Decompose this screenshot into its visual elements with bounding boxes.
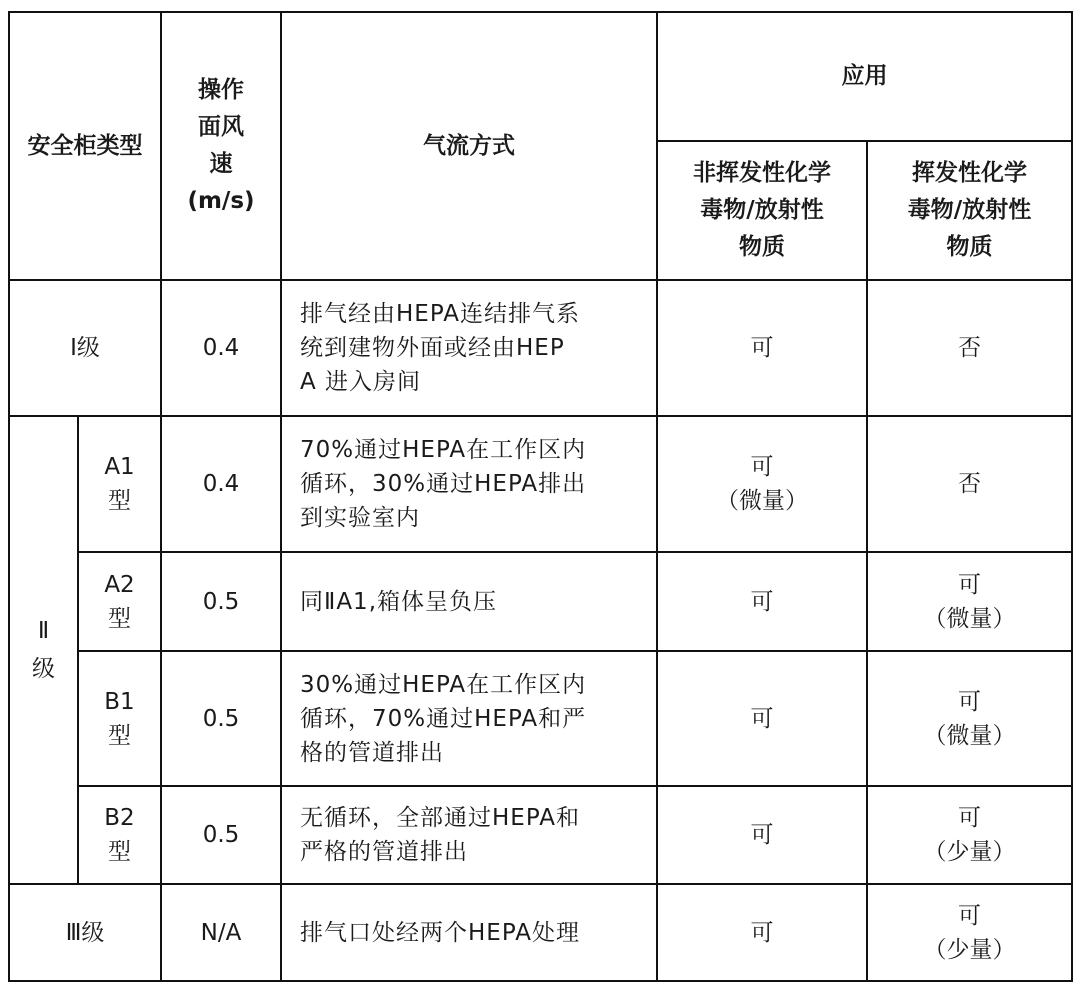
- airflow-line: 同ⅡA1,箱体呈负压: [300, 588, 497, 615]
- airflow-cell: [281, 552, 657, 651]
- non-volatile-cell: [657, 651, 867, 786]
- header-volatile: [867, 141, 1072, 280]
- airflow-line: 30%通过HEPA在工作区内: [300, 671, 587, 698]
- subtype-label: 型: [108, 839, 131, 865]
- header-line: 毒物/放射性: [907, 197, 1032, 223]
- volatile-cell: [867, 884, 1072, 981]
- application-value: 否: [958, 471, 981, 497]
- application-value: 可: [750, 822, 774, 848]
- non-volatile-cell: [657, 280, 867, 416]
- class-cell: [9, 416, 78, 884]
- volatile-cell: [867, 280, 1072, 416]
- airflow-line: 严格的管道排出: [300, 839, 468, 865]
- application-note: （少量）: [923, 839, 1016, 865]
- application-value: 可: [958, 805, 981, 831]
- application-value: 可: [958, 571, 981, 598]
- application-value: 可: [958, 688, 981, 715]
- application-value: 可: [750, 919, 774, 946]
- velocity-cell: [161, 651, 281, 786]
- airflow-line: 统到建物外面或经由HEP: [300, 335, 565, 361]
- application-value: 否: [958, 335, 981, 361]
- table-row: [9, 884, 1072, 981]
- airflow-cell: [281, 280, 657, 416]
- class-label: Ⅰ级: [70, 335, 100, 361]
- biosafety-cabinet-table: [8, 11, 1073, 982]
- non-volatile-cell: [657, 786, 867, 884]
- airflow-line: 排气口处经两个HEPA处理: [300, 919, 580, 946]
- velocity-cell: [161, 552, 281, 651]
- velocity-cell: [161, 884, 281, 981]
- application-value: 可: [958, 902, 981, 929]
- header-line: 物质: [946, 234, 993, 260]
- velocity-cell: [161, 280, 281, 416]
- header-line: 毒物/放射性: [700, 197, 824, 223]
- subtype-label: 型: [108, 488, 131, 514]
- velocity-value: 0.4: [202, 471, 240, 497]
- table-row: [9, 280, 1072, 416]
- subtype-label: B1: [104, 688, 135, 715]
- header-cabinet-type: [9, 12, 161, 280]
- header-face-velocity-line: 速: [209, 151, 233, 177]
- application-value: 可: [750, 588, 774, 615]
- velocity-cell: [161, 786, 281, 884]
- class-cell: [9, 280, 161, 416]
- subtype-cell: [78, 651, 161, 786]
- subtype-label: B2: [104, 805, 135, 831]
- class-label: Ⅲ级: [65, 919, 105, 946]
- subtype-cell: [78, 786, 161, 884]
- subtype-cell: [78, 416, 161, 552]
- volatile-cell: [867, 416, 1072, 552]
- non-volatile-cell: [657, 416, 867, 552]
- header-application: [657, 12, 1072, 141]
- airflow-cell: [281, 786, 657, 884]
- header-face-velocity: [161, 12, 281, 280]
- airflow-line: 循环，30%通过HEPA排出: [300, 471, 587, 497]
- application-note: （少量）: [923, 936, 1016, 963]
- subtype-label: 型: [108, 722, 131, 749]
- class-label: Ⅱ级: [32, 618, 55, 682]
- table-row: [9, 416, 1072, 552]
- header-airflow-label: 气流方式: [423, 132, 515, 159]
- application-note: （微量）: [923, 605, 1016, 632]
- header-line: 物质: [739, 234, 785, 260]
- subtype-label: A2: [104, 571, 135, 598]
- airflow-line: 格的管道排出: [300, 739, 444, 766]
- table-row: [9, 786, 1072, 884]
- application-note: （微量）: [923, 722, 1016, 749]
- header-airflow: [281, 12, 657, 280]
- velocity-value: 0.5: [202, 588, 240, 615]
- airflow-cell: [281, 416, 657, 552]
- airflow-cell: [281, 884, 657, 981]
- velocity-value: 0.4: [202, 335, 240, 361]
- header-face-velocity-line: 操作: [198, 77, 244, 103]
- table-row: [9, 552, 1072, 651]
- velocity-value: 0.5: [202, 705, 240, 732]
- header-face-velocity-line: 面风: [198, 114, 244, 140]
- header-face-velocity-line: (m/s): [187, 188, 255, 214]
- application-value: 可: [750, 454, 774, 480]
- velocity-value: N/A: [200, 919, 242, 946]
- velocity-cell: [161, 416, 281, 552]
- airflow-line: A 进入房间: [300, 369, 422, 395]
- header-cabinet-type-label: 安全柜类型: [27, 132, 143, 159]
- volatile-cell: [867, 552, 1072, 651]
- class-cell: [9, 884, 161, 981]
- header-non-volatile: [657, 141, 867, 280]
- airflow-cell: [281, 651, 657, 786]
- header-line: 挥发性化学: [912, 160, 1027, 186]
- subtype-label: A1: [104, 454, 135, 480]
- non-volatile-cell: [657, 552, 867, 651]
- table-row: [9, 651, 1072, 786]
- subtype-cell: [78, 552, 161, 651]
- application-value: 可: [750, 335, 774, 361]
- subtype-label: 型: [108, 605, 131, 632]
- airflow-line: 循环，70%通过HEPA和严: [300, 705, 587, 732]
- volatile-cell: [867, 651, 1072, 786]
- header-application-label: 应用: [841, 63, 888, 89]
- airflow-line: 排气经由HEPA连结排气系: [300, 301, 580, 327]
- application-value: 可: [750, 705, 774, 732]
- airflow-line: 70%通过HEPA在工作区内: [300, 437, 587, 463]
- non-volatile-cell: [657, 884, 867, 981]
- application-note: （微量）: [716, 488, 808, 514]
- header-line: 非挥发性化学: [693, 160, 831, 186]
- volatile-cell: [867, 786, 1072, 884]
- airflow-line: 到实验室内: [300, 505, 420, 531]
- velocity-value: 0.5: [202, 822, 240, 848]
- airflow-line: 无循环，全部通过HEPA和: [300, 805, 580, 831]
